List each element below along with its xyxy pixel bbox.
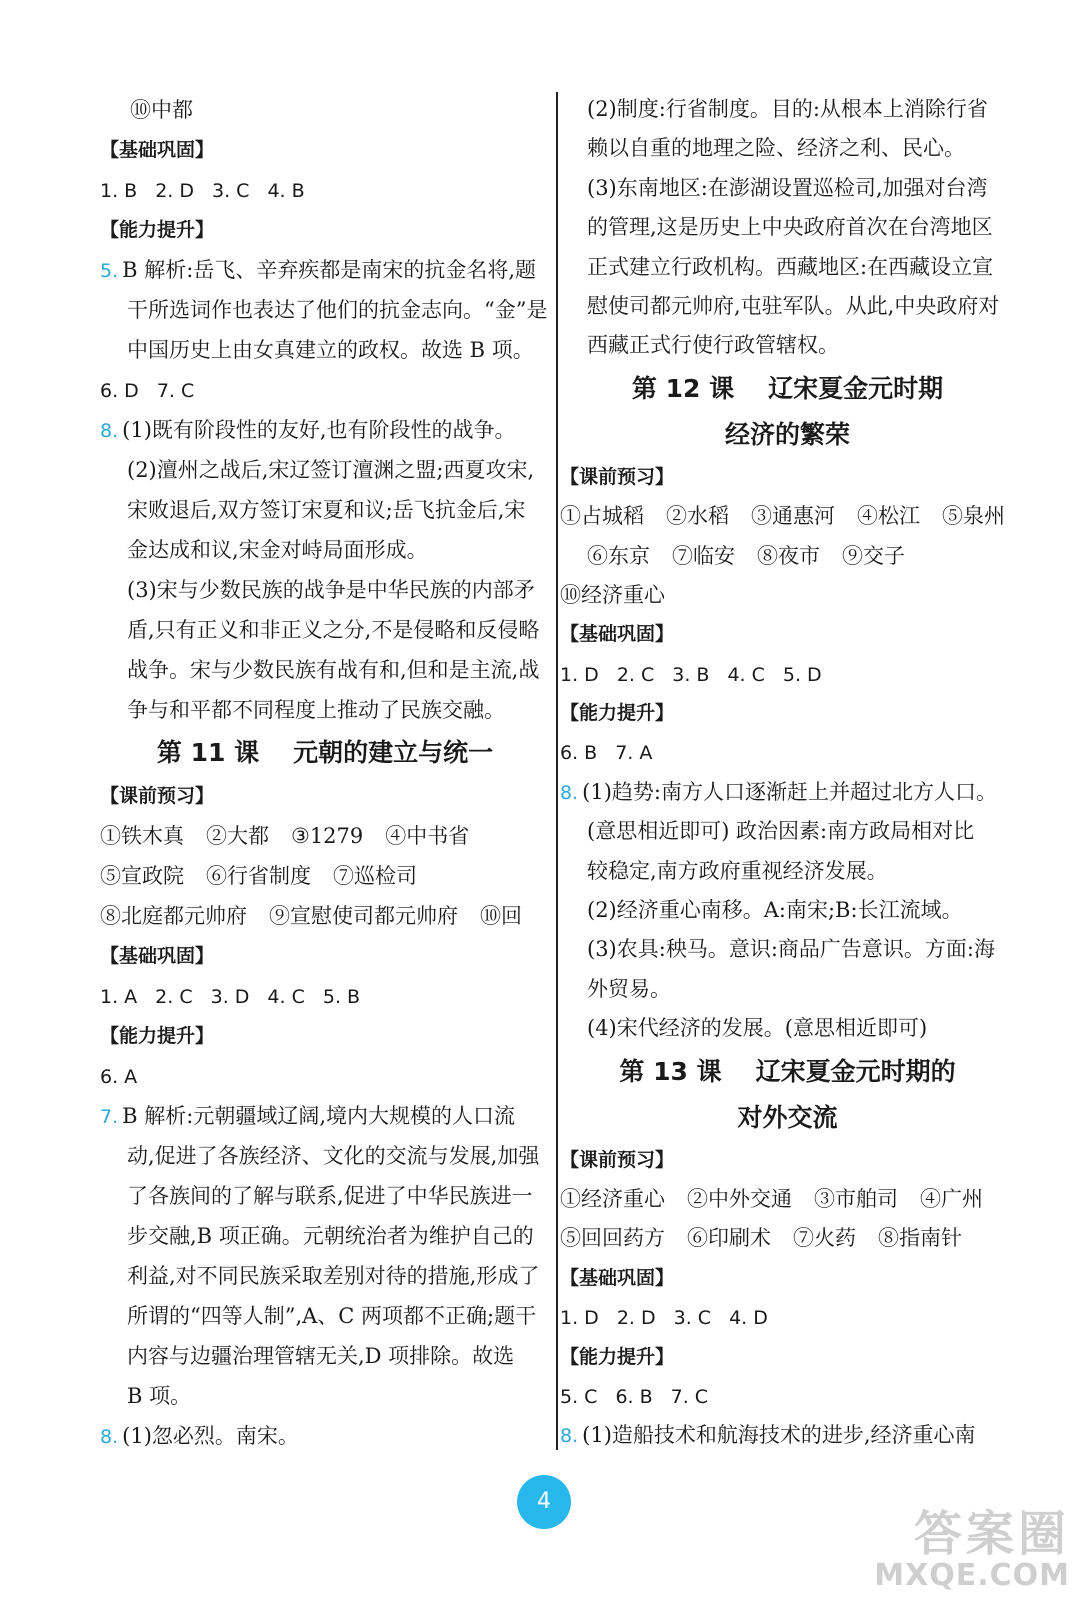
answer-row [100, 170, 550, 210]
answer: 2. C [155, 986, 193, 1008]
question-text: (1)趋势:南方人口逐渐赶上并超过北方人口。 [582, 779, 997, 804]
answer: 6. B [615, 1385, 653, 1408]
answer: 6. D [100, 380, 139, 402]
answer: 5. B [322, 986, 361, 1008]
lesson-name: 元朝的建立与统一 [293, 738, 494, 767]
preview-row [560, 1180, 1015, 1219]
answer-row [100, 370, 550, 410]
question-line: (2)制度:行省制度。目的:从根本上消除行省 [587, 97, 988, 121]
section-heading-preview: 【课前预习】 [560, 465, 675, 488]
answer: 1. B [100, 180, 138, 202]
preview-item: ④松江 [857, 504, 920, 529]
question-line: B 项。 [127, 1384, 192, 1408]
question-line: (2)经济重心南移。A:南宋;B:长江流域。 [587, 898, 963, 923]
watermark-text: 答案圈 [913, 1506, 1070, 1562]
right-column [560, 90, 1015, 1456]
question-line [560, 773, 1015, 812]
answer: 6. B [560, 742, 598, 765]
question-line: 较稳定,南方政府重视经济发展。 [587, 858, 888, 883]
lesson-name: 辽宋夏金元时期的 [755, 1056, 956, 1086]
question-line: 利益,对不同民族采取差别对待的措施,形成了 [127, 1264, 540, 1288]
preview-row [560, 497, 1015, 536]
question-number: 8. [560, 781, 579, 804]
preview-row [560, 576, 1015, 615]
preview-item: ⑦临安 [672, 543, 735, 568]
question-line [100, 410, 550, 450]
lesson-title [560, 1049, 1015, 1095]
answer: 1. D [560, 663, 599, 686]
answer-row [100, 976, 550, 1016]
answer: 4. C [727, 663, 765, 686]
answer: 3. D [210, 986, 250, 1008]
preview-item: ⑧指南针 [878, 1226, 962, 1251]
question-line: 步交融,B 项正确。元朝统治者为维护自己的 [127, 1224, 534, 1248]
question-line: 的管理,这是历史上中央政府首次在台湾地区 [587, 215, 993, 240]
answer-row [560, 733, 1015, 772]
preview-item: ②中外交通 [687, 1186, 792, 1211]
answer: 7. A [615, 742, 653, 765]
answer: 3. B [672, 663, 710, 686]
question-line: 慰使司都元帅府,屯驻军队。从此,中央政府对 [587, 293, 1000, 318]
preview-item: ⑨交子 [842, 543, 905, 568]
lesson-title [560, 366, 1015, 412]
answer-row [100, 1056, 550, 1096]
answer: 7. C [156, 380, 195, 402]
question-line [100, 1416, 550, 1456]
preview-item: ⑦巡检司 [333, 864, 417, 888]
preview-row [560, 1219, 1015, 1258]
question-line: (3)东南地区:在澎湖设置巡检司,加强对台湾 [587, 175, 988, 200]
section-heading-ability: 【能力提升】 [560, 1345, 675, 1368]
answer-row [560, 655, 1015, 694]
question-line: 内容与边疆治理管辖无关,D 项排除。故选 [127, 1344, 515, 1368]
question-line: (2)澶州之战后,宋辽签订澶渊之盟;西夏攻宋, [127, 458, 535, 482]
question-line: 西藏正式行使行政管辖权。 [587, 333, 839, 358]
answer-row [560, 1377, 1015, 1416]
preview-item: ⑧夜市 [757, 543, 820, 568]
preview-item: ③市舶司 [814, 1186, 898, 1211]
answer: 4. B [267, 180, 305, 202]
question-number: 7. [100, 1106, 119, 1128]
section-heading-preview: 【课前预习】 [100, 785, 215, 807]
preview-item: ①经济重心 [560, 1186, 665, 1211]
preview-row [100, 816, 550, 856]
preview-item: ③1279 [291, 824, 364, 848]
answer: 2. D [616, 1307, 656, 1330]
question-line: 战争。宋与少数民族有战有和,但和是主流,战 [127, 658, 540, 682]
preview-item: ⑤泉州 [942, 504, 1005, 529]
question-line: (4)宋代经济的发展。(意思相近即可) [587, 1016, 928, 1041]
question-line: 动,促进了各族经济、文化的交流与发展,加强 [127, 1144, 540, 1168]
preview-item: ③通惠河 [751, 504, 835, 529]
watermark-logo [874, 1508, 1070, 1592]
preview-item: ④中书省 [385, 824, 470, 848]
question-number: 5. [100, 260, 119, 282]
question-line: (3)农具:秧马。意识:商品广告意识。方面:海 [587, 937, 995, 962]
preview-row [560, 537, 1015, 576]
preview-item: ⑥东京 [587, 543, 650, 568]
section-heading-basic: 【基础巩固】 [100, 945, 215, 967]
question-line: 外贸易。 [587, 976, 671, 1001]
page-number-badge: 4 [517, 1475, 571, 1529]
question-line [100, 250, 550, 290]
preview-item: ⑥行省制度 [206, 864, 311, 888]
preview-item: ⑤回回药方 [560, 1226, 665, 1251]
question-line: 争与和平都不同程度上推动了民族交融。 [127, 698, 505, 722]
lesson-title [100, 730, 550, 776]
question-line: 赖以自重的地理之险、经济之利、民心。 [587, 136, 965, 161]
preview-item: ②大都 [206, 824, 269, 848]
preview-item: ④广州 [920, 1186, 983, 1211]
preview-item: ⑥印刷术 [687, 1226, 771, 1251]
question-number: 8. [560, 1425, 579, 1448]
question-line: 正式建立行政机构。西藏地区:在西藏设立宣 [587, 254, 994, 279]
preview-row [100, 856, 550, 896]
preview-item: ①占城稻 [560, 504, 644, 529]
question-line: 了各族间的了解与联系,促进了中华民族进一 [127, 1184, 533, 1208]
answer: 3. C [212, 180, 250, 202]
preview-item: ①铁木真 [100, 824, 184, 848]
question-line: (3)宋与少数民族的战争是中华民族的内部矛 [127, 578, 535, 602]
answer: 1. A [100, 986, 138, 1008]
answer: 4. D [729, 1307, 768, 1330]
preview-row [100, 896, 550, 936]
question-line: 干所选词作也表达了他们的抗金志向。“金”是 [127, 298, 548, 322]
answer: 2. C [616, 663, 655, 686]
lesson-title-line2: 对外交流 [737, 1102, 838, 1132]
answer: 7. C [670, 1385, 709, 1408]
section-heading-basic: 【基础巩固】 [560, 623, 675, 646]
lesson-number: 第 13 课 [619, 1056, 722, 1086]
column-divider [556, 92, 558, 1450]
question-line: 所谓的“四等人制”,A、C 两项都不正确;题干 [127, 1304, 537, 1328]
answer: 5. C [560, 1385, 598, 1408]
preview-item: ⑦火药 [793, 1226, 856, 1251]
answer-line: ⑩中都 [130, 98, 193, 122]
section-heading-basic: 【基础巩固】 [100, 139, 215, 161]
section-heading-ability: 【能力提升】 [560, 702, 675, 725]
lesson-title-line2: 经济的繁荣 [724, 419, 850, 449]
preview-item: ⑤宣政院 [100, 864, 184, 888]
answer: 3. C [673, 1307, 712, 1330]
question-text: (1)既有阶段性的友好,也有阶段性的战争。 [122, 418, 516, 442]
lesson-name: 辽宋夏金元时期 [768, 373, 944, 403]
answer-row [560, 1298, 1015, 1337]
question-number: 8. [100, 420, 119, 442]
answer: 5. D [782, 663, 822, 686]
answer: 4. C [267, 986, 305, 1008]
lesson-number: 第 11 课 [156, 738, 260, 767]
left-column [100, 90, 550, 1456]
question-line [560, 1416, 1015, 1455]
section-heading-ability: 【能力提升】 [100, 1025, 215, 1047]
section-heading-ability: 【能力提升】 [100, 219, 215, 241]
question-number: 8. [100, 1426, 119, 1448]
question-line: 盾,只有正义和非正义之分,不是侵略和反侵略 [127, 618, 540, 642]
section-heading-preview: 【课前预习】 [560, 1148, 675, 1171]
watermark-url: MXQE.COM [874, 1558, 1070, 1593]
preview-item: ⑩经济重心 [560, 582, 665, 607]
preview-item: ⑧北庭都元帅府 [100, 904, 247, 928]
question-text: (1)忽必烈。南宋。 [122, 1424, 299, 1448]
lesson-number: 第 12 课 [631, 373, 735, 403]
question-text: B 解析:元朝疆域辽阔,境内大规模的人口流 [122, 1104, 515, 1128]
answer: 6. A [100, 1066, 138, 1088]
preview-item: ②水稻 [666, 504, 729, 529]
question-line: 中国历史上由女真建立的政权。故选 B 项。 [127, 338, 534, 362]
answer: 2. D [155, 180, 195, 202]
question-line: 宋败退后,双方签订宋夏和议;岳飞抗金后,宋 [127, 498, 526, 522]
section-heading-basic: 【基础巩固】 [560, 1266, 675, 1289]
question-text: B 解析:岳飞、辛弃疾都是南宋的抗金名将,题 [122, 258, 536, 282]
preview-item: ⑩回 [480, 904, 522, 928]
preview-item: ⑨宣慰使司都元帅府 [269, 904, 458, 928]
question-text: (1)造船技术和航海技术的进步,经济重心南 [582, 1423, 976, 1448]
answer: 1. D [560, 1307, 599, 1330]
question-line: (意思相近即可) 政治因素:南方政局相对比 [587, 819, 975, 844]
question-line [100, 1096, 550, 1136]
question-line: 金达成和议,宋金对峙局面形成。 [127, 538, 428, 562]
